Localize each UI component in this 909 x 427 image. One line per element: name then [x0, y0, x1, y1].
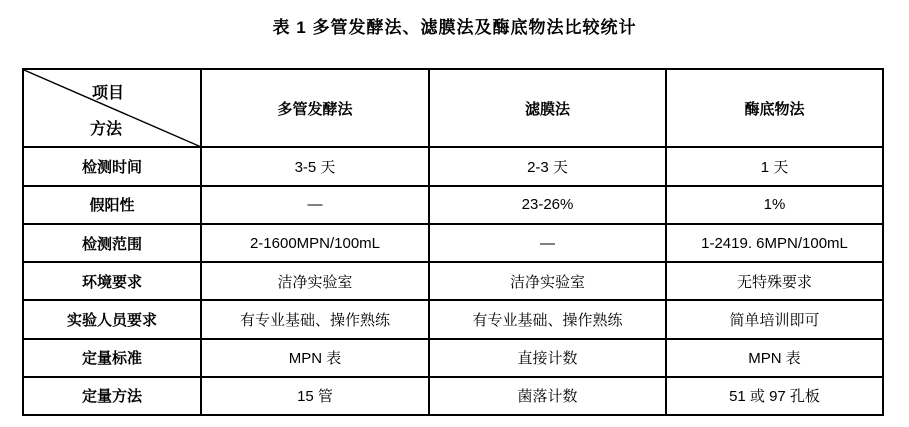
table-header-row: [23, 69, 883, 147]
row-label: 环境要求: [23, 262, 201, 300]
col-header-membrane: 滤膜法: [429, 69, 666, 147]
table-row-false-positive: [23, 186, 883, 224]
table-title: 表 1 多管发酵法、滤膜法及酶底物法比较统计: [272, 18, 637, 37]
cell: 1 天: [666, 147, 883, 185]
cell: 1-2419. 6MPN/100mL: [666, 224, 883, 262]
cell: 洁净实验室: [201, 262, 429, 300]
table-row-environment: [23, 262, 883, 300]
col-header-enzyme: 酶底物法: [666, 69, 883, 147]
cell: MPN 表: [201, 339, 429, 377]
cell: MPN 表: [666, 339, 883, 377]
corner-cell: [23, 69, 201, 147]
table-row-quant-standard: [23, 339, 883, 377]
table-row-detection-time: [23, 147, 883, 185]
cell: 51 或 97 孔板: [666, 377, 883, 415]
cell: 2-3 天: [429, 147, 666, 185]
cell: 有专业基础、操作熟练: [429, 300, 666, 338]
row-label: 假阳性: [23, 186, 201, 224]
row-label: 检测时间: [23, 147, 201, 185]
table-row-quant-method: [23, 377, 883, 415]
row-label: 定量标准: [23, 339, 201, 377]
corner-label-project: 项目: [92, 85, 125, 102]
row-label: 检测范围: [23, 224, 201, 262]
cell: 3-5 天: [201, 147, 429, 185]
cell: 23-26%: [429, 186, 666, 224]
cell: 菌落计数: [429, 377, 666, 415]
cell: 2-1600MPN/100mL: [201, 224, 429, 262]
cell: —: [201, 186, 429, 224]
row-label: 定量方法: [23, 377, 201, 415]
col-header-multi-tube: 多管发酵法: [201, 69, 429, 147]
cell: 有专业基础、操作熟练: [201, 300, 429, 338]
cell: 15 管: [201, 377, 429, 415]
cell: —: [429, 224, 666, 262]
cell: 洁净实验室: [429, 262, 666, 300]
cell: 无特殊要求: [666, 262, 883, 300]
cell: 1%: [666, 186, 883, 224]
table-row-detection-range: [23, 224, 883, 262]
table-row-personnel: [23, 300, 883, 338]
cell: 简单培训即可: [666, 300, 883, 338]
corner-label-method: 方法: [90, 121, 123, 138]
cell: 直接计数: [429, 339, 666, 377]
row-label: 实验人员要求: [23, 300, 201, 338]
comparison-table: [22, 68, 884, 416]
